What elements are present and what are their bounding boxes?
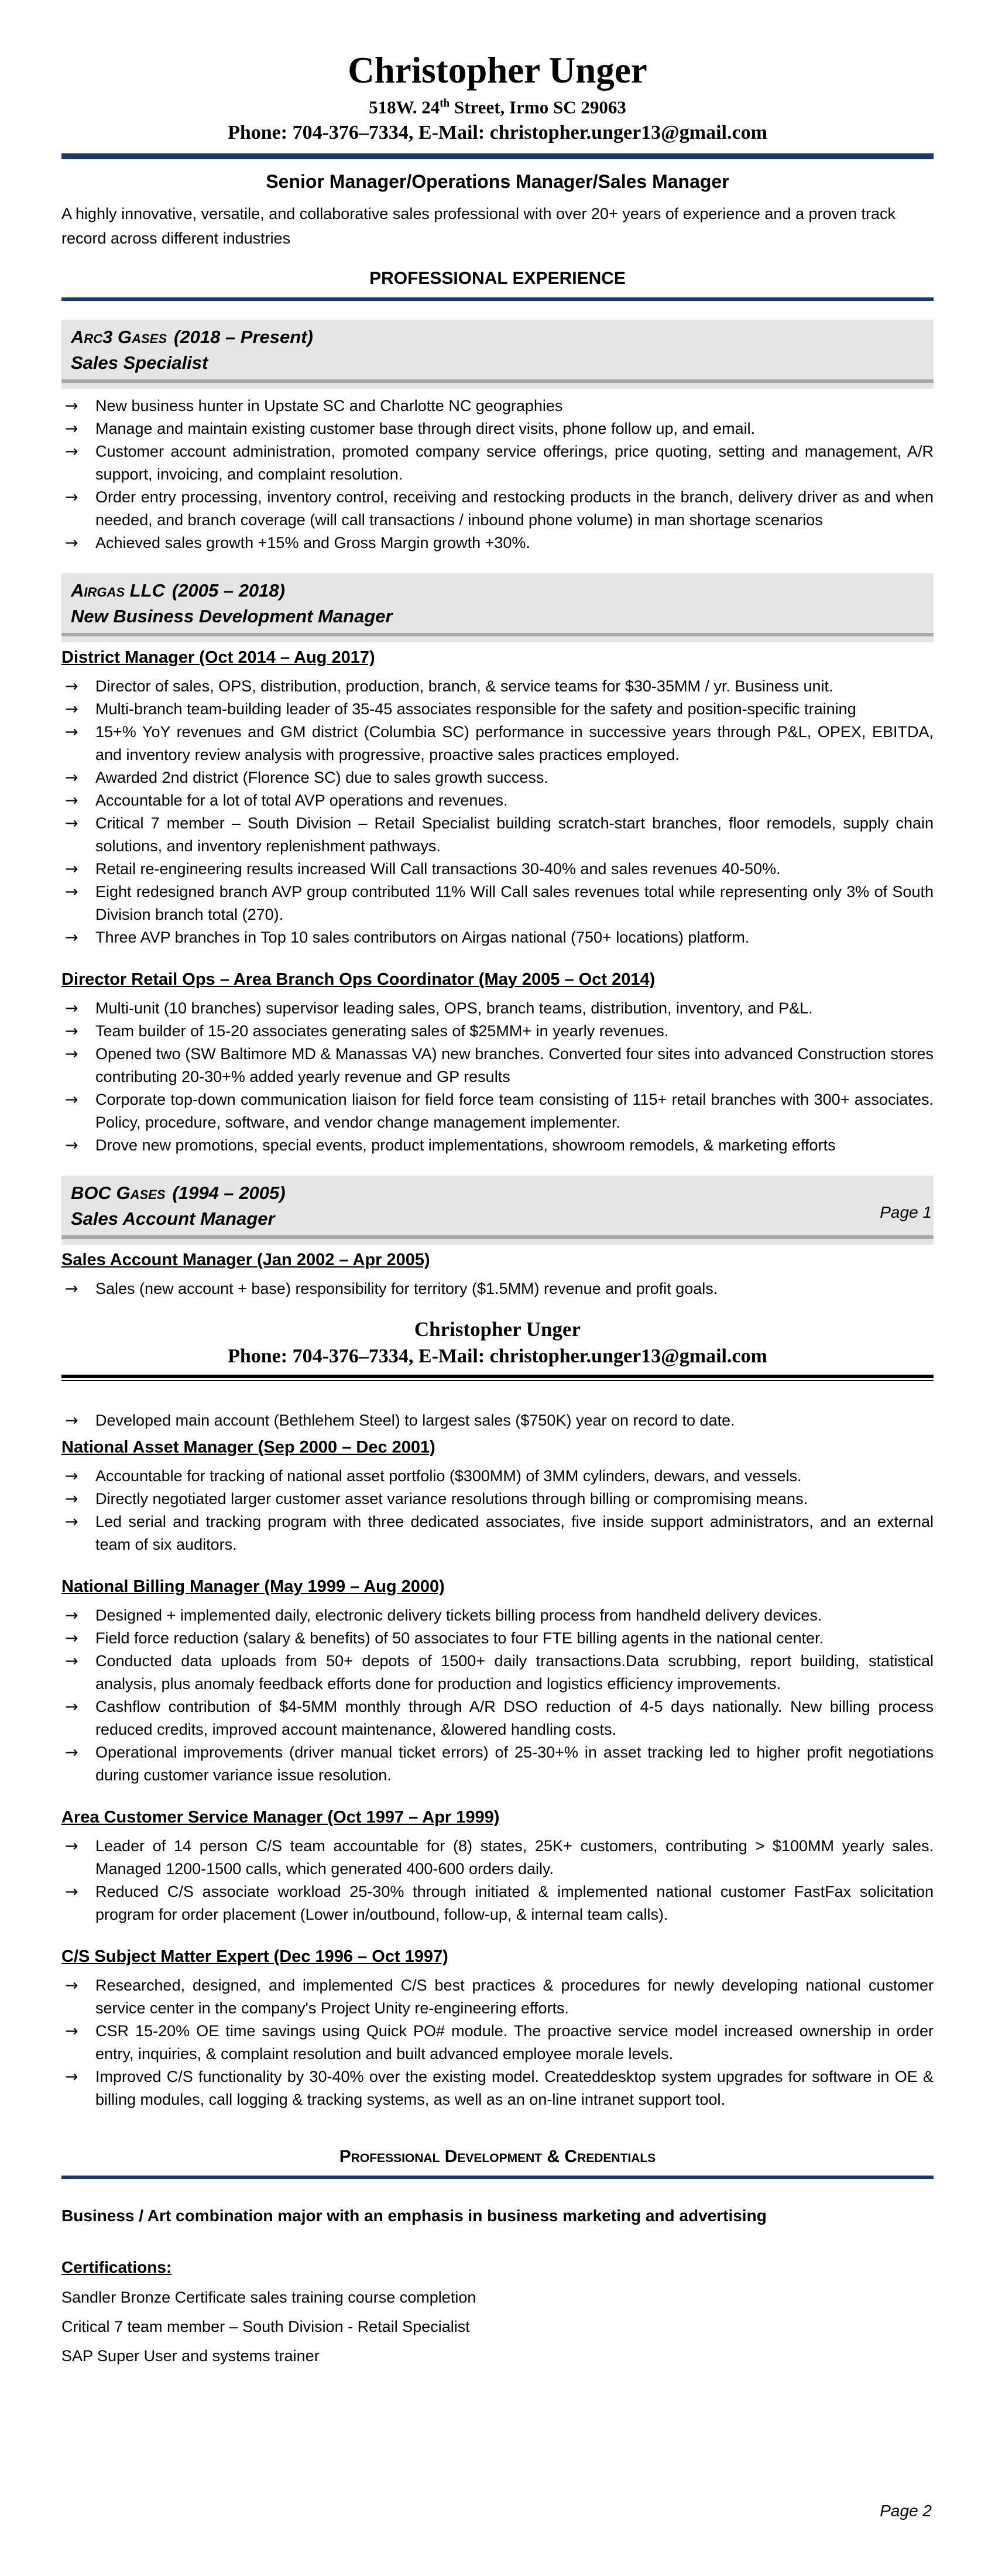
arrow-bullet-icon: →	[65, 1837, 78, 1855]
section-divider-rule	[61, 2176, 934, 2179]
bullet-list-national-billing-manager	[61, 1604, 934, 1787]
bullet-item	[61, 789, 934, 812]
company-name-line	[71, 324, 924, 350]
bullet-text: Leader of 14 person C/S team accountable for (8) states, 25K+ customers, contributing > $100MM yearly sales. Managed 1200-1500 calls, which generated 400-600 orders daily.	[95, 1837, 934, 1878]
company-name: Airgas LLC	[71, 580, 165, 601]
company-name-line	[71, 1180, 924, 1206]
bullet-list-arc3	[61, 395, 934, 554]
bullet-text: Opened two (SW Baltimore MD & Manassas VA) new branches. Converted four sites into advanced Construction stores contributing 20-30+% added yearly revenue and GP results	[95, 1045, 934, 1086]
section-divider-rule	[61, 297, 934, 301]
bullet-text: Eight redesigned branch AVP group contributed 11% Will Call sales revenues total while representing only 3% of South Division branch total (270).	[95, 883, 934, 924]
bullet-text: Drove new promotions, special events, product implementations, showroom remodels, & marketing efforts	[95, 1136, 836, 1155]
bullet-item	[61, 1488, 934, 1510]
bullet-list-district-manager	[61, 675, 934, 949]
bullet-text: Led serial and tracking program with three dedicated associates, five inside support administrators, and an external team of six auditors.	[95, 1513, 934, 1553]
bullet-item	[61, 766, 934, 789]
arrow-bullet-icon: →	[65, 397, 78, 416]
company-dates: (1994 – 2005)	[172, 1183, 286, 1204]
page-title: Christopher Unger	[348, 50, 647, 91]
address-post: Street, Irmo SC 29063	[450, 97, 626, 118]
company-role: New Business Development Manager	[71, 606, 393, 627]
arrow-bullet-icon: →	[65, 1412, 78, 1430]
bullet-item	[61, 1741, 934, 1787]
headline: Senior Manager/Operations Manager/Sales Manager	[266, 171, 729, 193]
bullet-item	[61, 1409, 934, 1432]
bullet-item	[61, 1880, 934, 1926]
arrow-bullet-icon: →	[65, 1976, 78, 1995]
bullet-text: Three AVP branches in Top 10 sales contributors on Airgas national (750+ locations) platform.	[95, 929, 750, 947]
bullet-item	[61, 532, 934, 554]
bullet-text: Operational improvements (driver manual ticket errors) of 25-30+% in asset tracking led to higher profit negotiations during customer variance issue resolution.	[95, 1743, 934, 1784]
bullet-text: Achieved sales growth +15% and Gross Margin growth +30%.	[95, 534, 530, 552]
arrow-bullet-icon: →	[65, 1467, 78, 1485]
company-name: Arc3 Gases	[71, 327, 167, 348]
job-heading-director-retail-ops: Director Retail Ops – Area Branch Ops Coordinator (May 2005 – Oct 2014)	[61, 970, 656, 989]
bullet-text: Multi-branch team-building leader of 35-45 associates responsible for the safety and position-specific training	[95, 700, 856, 718]
arrow-bullet-icon: →	[65, 1490, 78, 1508]
bullet-item	[61, 997, 934, 1020]
arrow-bullet-icon: →	[65, 1136, 78, 1155]
bullet-item	[61, 881, 934, 926]
job-heading-district-manager: District Manager (Oct 2014 – Aug 2017)	[61, 648, 375, 667]
header-divider-rule	[61, 153, 934, 159]
bullet-text: Reduced C/S associate workload 25-30% through initiated & implemented national customer FastFax solicitation program for order placement (Lower in/outbound, follow-up, & internal team calls).	[95, 1883, 934, 1923]
arrow-bullet-icon: →	[65, 792, 78, 810]
bullet-item	[61, 1088, 934, 1134]
section-heading-development-credentials: Professional Development & Credentials	[339, 2147, 656, 2166]
bullet-item	[61, 1627, 934, 1650]
bullet-item	[61, 675, 934, 698]
company-box-rule	[61, 633, 934, 636]
arrow-bullet-icon: →	[65, 1280, 78, 1299]
bullet-text: Sales (new account + base) responsibility for territory ($1.5MM) revenue and profit goals.	[95, 1280, 718, 1298]
bullet-text: Field force reduction (salary & benefits) of 50 associates to four FTE billing agents in the national center.	[95, 1629, 824, 1647]
bullet-text: Accountable for tracking of national asset portfolio ($300MM) of 3MM cylinders, dewars, and vessels.	[95, 1467, 802, 1485]
bullet-item	[61, 486, 934, 532]
job-heading-area-customer-service-manager: Area Customer Service Manager (Oct 1997 – Apr 1999)	[61, 1808, 500, 1827]
company-role: Sales Specialist	[71, 352, 208, 374]
bullet-list-national-asset-manager	[61, 1465, 934, 1556]
arrow-bullet-icon: →	[65, 1022, 78, 1041]
company-box-rule	[61, 1235, 934, 1239]
arrow-bullet-icon: →	[65, 2068, 78, 2086]
bullet-item	[61, 1465, 934, 1488]
summary-paragraph: A highly innovative, versatile, and collaborative sales professional with over 20+ years of experience and a proven track record across different industries	[61, 205, 896, 248]
bullet-item	[61, 2065, 934, 2111]
bullet-item	[61, 1134, 934, 1157]
bullet-text: CSR 15-20% OE time savings using Quick PO# module. The proactive service model increased ownership in order entry, inquiries, & complaint resolution and built advanced employee morale levels.	[95, 2022, 934, 2063]
bullet-text: Retail re-engineering results increased Will Call transactions 30-40% and sales revenues 40-50%.	[95, 860, 781, 878]
bullet-item	[61, 1835, 934, 1880]
bullet-text: Cashflow contribution of $4-5MM monthly through A/R DSO reduction of 4-5 days nationally. New billing process reduced credits, improved account maintenance, &lowered handling costs.	[95, 1698, 934, 1738]
arrow-bullet-icon: →	[65, 420, 78, 439]
company-box-rule	[61, 379, 934, 383]
arrow-bullet-icon: →	[65, 1629, 78, 1647]
arrow-bullet-icon: →	[65, 1045, 78, 1064]
company-name-line	[71, 578, 924, 604]
certification-item: SAP Super User and systems trainer	[61, 2347, 320, 2365]
bullet-item	[61, 721, 934, 766]
address-pre: 518W. 24	[369, 97, 440, 118]
arrow-bullet-icon: →	[65, 723, 78, 742]
job-heading-national-asset-manager: National Asset Manager (Sep 2000 – Dec 2001)	[61, 1438, 435, 1457]
company-box-airgas	[61, 573, 934, 642]
bullet-item	[61, 417, 934, 440]
arrow-bullet-icon: →	[65, 700, 78, 719]
bullet-text: Conducted data uploads from 50+ depots of 1500+ daily transactions.Data scrubbing, report building, statistical analysis, plus anomaly feedback efforts done for production and logistics efficiency improvements.	[95, 1652, 934, 1693]
address-line	[61, 91, 934, 119]
company-name: BOC Gases	[71, 1183, 166, 1204]
bullet-text: Team builder of 15-20 associates generating sales of $25MM+ in yearly revenues.	[95, 1022, 669, 1040]
bullet-text: Researched, designed, and implemented C/S best practices & procedures for newly developing national customer service center in the company's Project Unity re-engineering efforts.	[95, 1976, 934, 2017]
arrow-bullet-icon: →	[65, 883, 78, 902]
bullet-item	[61, 1695, 934, 1741]
bullet-text: Designed + implemented daily, electronic delivery tickets billing process from handheld delivery devices.	[95, 1606, 822, 1624]
company-role: Sales Account Manager	[71, 1208, 275, 1229]
resume-page-2	[0, 1282, 995, 2576]
bullet-text: Directly negotiated larger customer asset variance resolutions through billing or compromising means.	[95, 1490, 808, 1508]
arrow-bullet-icon: →	[65, 2022, 78, 2040]
company-box-boc	[61, 1176, 934, 1245]
bullet-item	[61, 1020, 934, 1043]
bullet-text: Improved C/S functionality by 30-40% over the existing model. Createddesktop system upgrades for software in OE & billing modules, call logging & tracking systems, as well as an on-line intranet support tool.	[95, 2068, 934, 2108]
arrow-bullet-icon: →	[65, 769, 78, 787]
arrow-bullet-icon: →	[65, 534, 78, 553]
section-heading-experience: PROFESSIONAL EXPERIENCE	[369, 269, 626, 289]
bullet-item	[61, 2020, 934, 2065]
address-ordinal: th	[440, 97, 450, 109]
arrow-bullet-icon: →	[65, 1743, 78, 1762]
page2-header-divider-rule	[61, 1375, 934, 1381]
page-number-label: Page 2	[880, 2502, 932, 2520]
bullet-item	[61, 926, 934, 949]
certifications-heading: Certifications:	[61, 2258, 172, 2276]
arrow-bullet-icon: →	[65, 488, 78, 507]
arrow-bullet-icon: →	[65, 1652, 78, 1670]
bullet-text: Customer account administration, promoted company service offerings, price quoting, setting and management, A/R support, invoicing, and complaint resolution.	[95, 443, 934, 484]
bullet-item	[61, 698, 934, 721]
page2-name: Christopher Unger	[414, 1318, 581, 1341]
bullet-item	[61, 1650, 934, 1695]
bullet-text: New business hunter in Upstate SC and Charlotte NC geographies	[95, 397, 563, 415]
bullet-text: Order entry processing, inventory control, receiving and restocking products in the branch, delivery driver as and when needed, and branch coverage (will call transactions / inbound phone volume) in man shortage scenarios	[95, 488, 934, 529]
arrow-bullet-icon: →	[65, 1698, 78, 1716]
bullet-item	[61, 858, 934, 881]
arrow-bullet-icon: →	[65, 929, 78, 947]
job-heading-sales-account-manager: Sales Account Manager (Jan 2002 – Apr 2005)	[61, 1251, 430, 1270]
bullet-item	[61, 1974, 934, 2020]
arrow-bullet-icon: →	[65, 1883, 78, 1901]
bullet-text: Developed main account (Bethlehem Steel) to largest sales ($750K) year on record to date.	[95, 1412, 735, 1429]
bullet-item	[61, 812, 934, 858]
bullet-text: Accountable for a lot of total AVP operations and revenues.	[95, 792, 508, 810]
job-heading-national-billing-manager: National Billing Manager (May 1999 – Aug 2000)	[61, 1577, 445, 1596]
arrow-bullet-icon: →	[65, 814, 78, 833]
bullet-item	[61, 440, 934, 486]
bullet-text: Multi-unit (10 branches) supervisor leading sales, OPS, branch teams, distribution, inventory, and P&L.	[95, 999, 813, 1018]
page2-contact-line: Phone: 704-376–7334, E-Mail: christopher.unger13@gmail.com	[228, 1345, 767, 1367]
bullet-item	[61, 1043, 934, 1088]
page-number-label: Page 1	[880, 1203, 932, 1221]
bullet-list-area-customer-service-manager	[61, 1835, 934, 1926]
company-box-arc3	[61, 320, 934, 389]
company-dates: (2018 – Present)	[174, 327, 313, 348]
bullet-text: Awarded 2nd district (Florence SC) due to sales growth success.	[95, 769, 548, 787]
company-dates: (2005 – 2018)	[171, 580, 285, 601]
bullet-text: Director of sales, OPS, distribution, production, branch, & service teams for $30-35MM / yr. Business unit.	[95, 677, 833, 696]
job-heading-cs-subject-matter-expert: C/S Subject Matter Expert (Dec 1996 – Oct 1997)	[61, 1947, 448, 1966]
bullet-list-sam-continued	[61, 1409, 934, 1432]
arrow-bullet-icon: →	[65, 1513, 78, 1531]
arrow-bullet-icon: →	[65, 1606, 78, 1625]
bullet-item	[61, 1604, 934, 1627]
contact-line: Phone: 704-376–7334, E-Mail: christopher.unger13@gmail.com	[228, 122, 767, 144]
arrow-bullet-icon: →	[65, 860, 78, 879]
education-line: Business / Art combination major with an emphasis in business marketing and advertising	[61, 2207, 767, 2225]
arrow-bullet-icon: →	[65, 1091, 78, 1109]
bullet-item	[61, 395, 934, 417]
bullet-text: Corporate top-down communication liaison for field force team consisting of 115+ retail branches with 300+ associates. Policy, procedure, software, and vendor change management implementer.	[95, 1091, 934, 1132]
bullet-text: Critical 7 member – South Division – Retail Specialist building scratch-start branches, floor remodels, supply chain solutions, and inventory replenishment pathways.	[95, 814, 934, 855]
arrow-bullet-icon: →	[65, 677, 78, 696]
arrow-bullet-icon: →	[65, 999, 78, 1018]
certification-item: Critical 7 team member – South Division - Retail Specialist	[61, 2318, 470, 2335]
bullet-text: 15+% YoY revenues and GM district (Columbia SC) performance in successive years through P&L, OPEX, EBITDA, and inventory review analysis with progressive, proactive sales practices employed.	[95, 723, 934, 764]
bullet-list-director-retail-ops	[61, 997, 934, 1157]
arrow-bullet-icon: →	[65, 443, 78, 461]
bullet-item	[61, 1510, 934, 1556]
certification-item: Sandler Bronze Certificate sales training course completion	[61, 2289, 476, 2306]
bullet-list-cs-subject-matter-expert	[61, 1974, 934, 2111]
bullet-text: Manage and maintain existing customer base through direct visits, phone follow up, and email.	[95, 420, 756, 438]
